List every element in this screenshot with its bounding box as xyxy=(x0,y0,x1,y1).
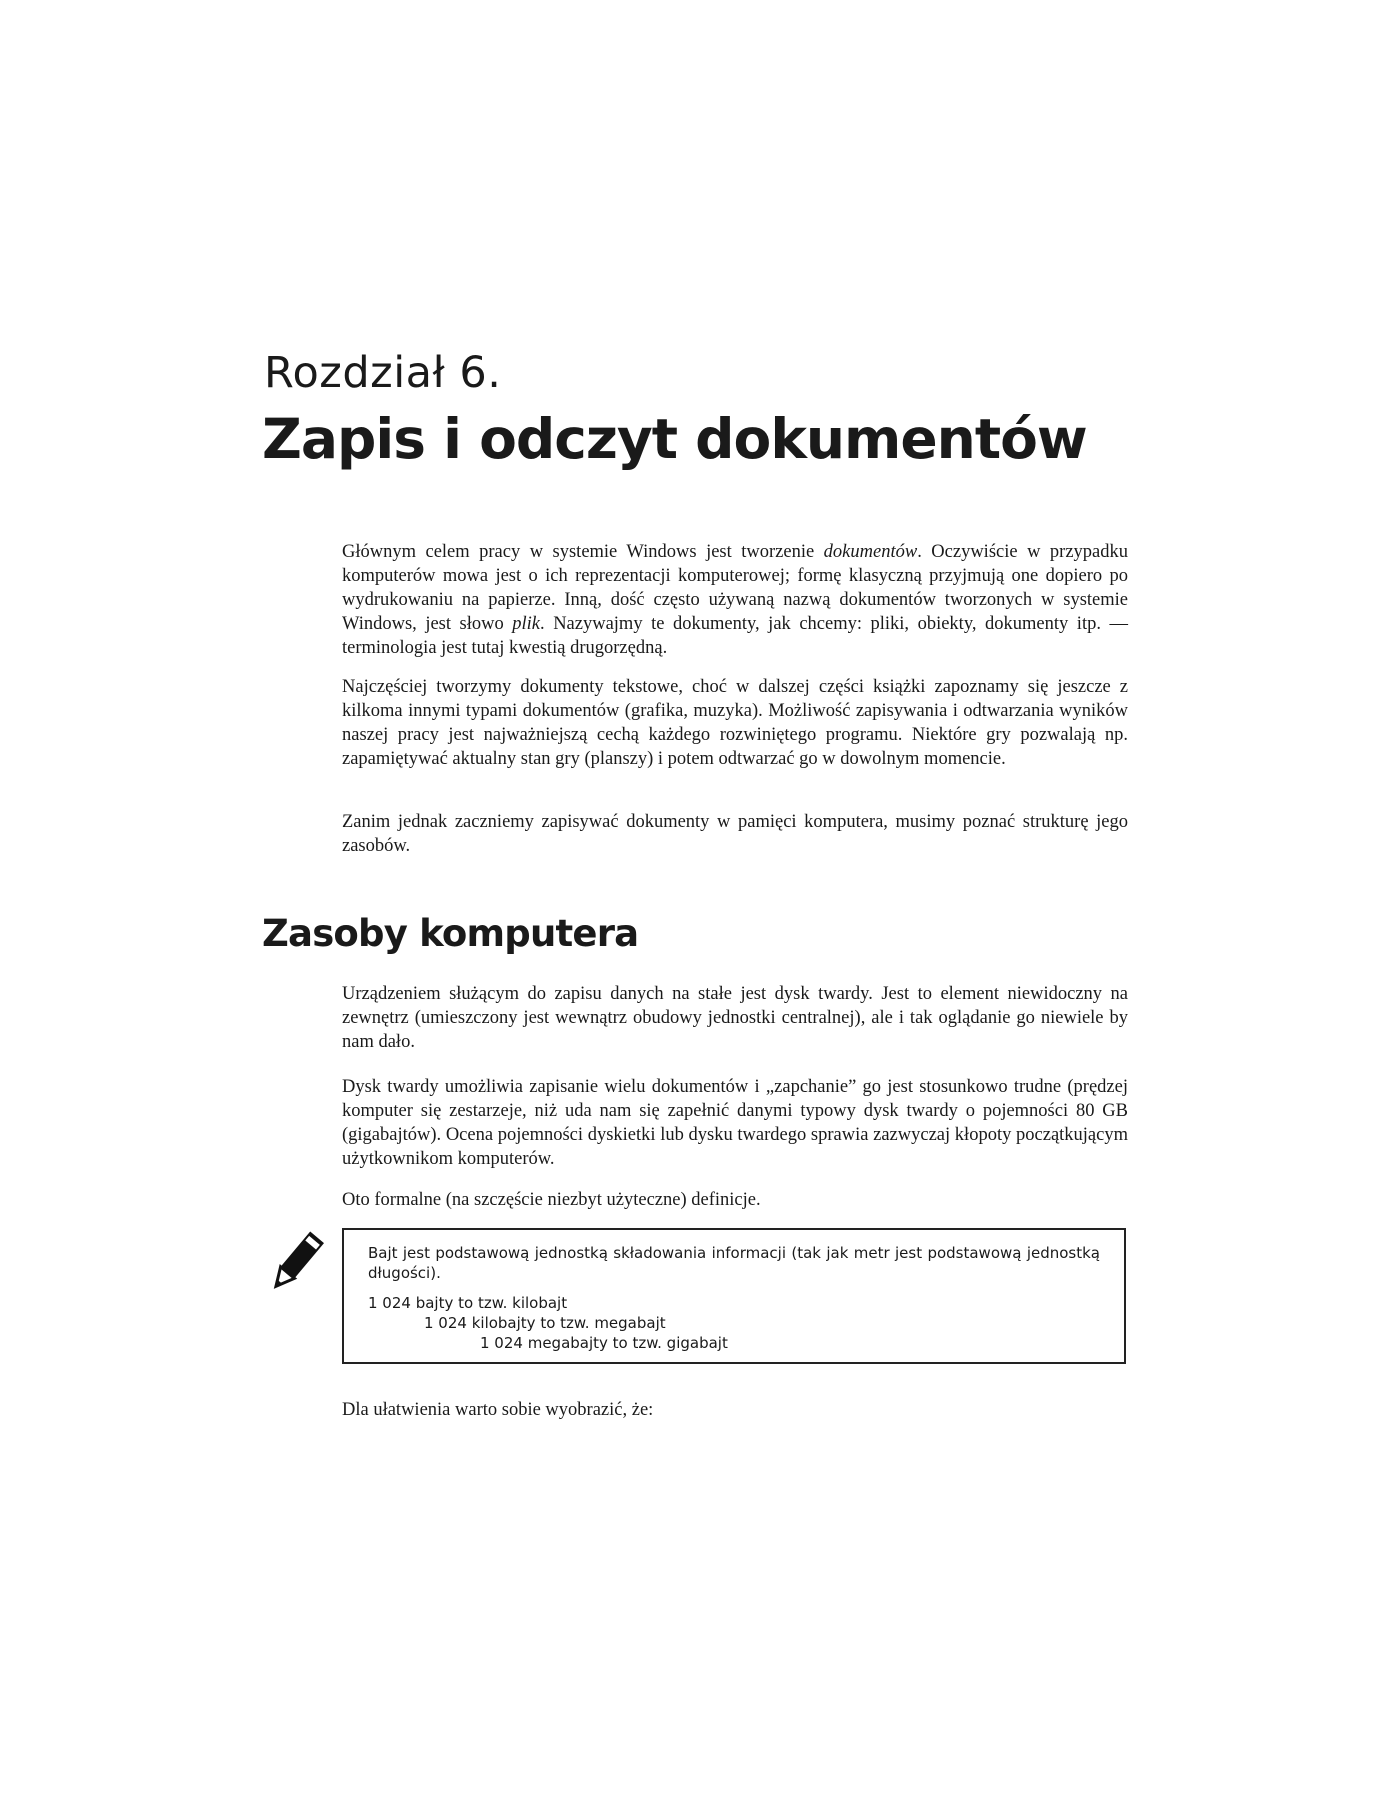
section-title: Zasoby komputera xyxy=(262,912,639,955)
chapter-label: Rozdział 6. xyxy=(264,348,502,398)
pencil-icon xyxy=(264,1228,328,1300)
note-definition-kilobajt: 1 024 bajty to tzw. kilobajt xyxy=(368,1294,568,1312)
intro-p1-text-b: . Oczywiście w przypadku komputerów mowa jest o ich reprezentacji komputerowej; formę klasyczną przyjmują one dopiero po wydrukowaniu na papierze. Inną, dość często używaną nazwą dokumentów tworzonych w systemie Windows, jest słowo xyxy=(342,542,1128,634)
intro-paragraph-1 xyxy=(342,540,1128,660)
note-box xyxy=(342,1228,1126,1364)
chapter-title: Zapis i odczyt dokumentów xyxy=(262,407,1087,471)
intro-p1-emphasis-dokumentow: dokumentów xyxy=(823,542,918,562)
section-paragraph-4: Dla ułatwienia warto sobie wyobrazić, że: xyxy=(342,1400,654,1420)
section-paragraph-3: Oto formalne (na szczęście niezbyt użyteczne) definicje. xyxy=(342,1190,761,1210)
note-definitions xyxy=(368,1293,1100,1353)
intro-p1-text-c: . Nazywajmy te dokumenty, jak chcemy: pliki, obiekty, dokumenty itp. — terminologia jest tutaj kwestią drugorzędną. xyxy=(342,614,1128,658)
section-paragraph-1: Urządzeniem służącym do zapisu danych na stałe jest dysk twardy. Jest to element niewidoczny na zewnętrz (umieszczony jest wewnątrz obudowy jednostki centralnej), ale i tak oglądanie go niewiele by nam dało. xyxy=(342,984,1128,1052)
intro-paragraph-2: Najczęściej tworzymy dokumenty tekstowe, choć w dalszej części książki zapoznamy się jeszcze z kilkoma innymi typami dokumentów (grafika, muzyka). Możliwość zapisywania i odtwarzania wyników naszej pracy jest najważniejszą cechą każdego rozwiniętego programu. Niektóre gry pozwalają np. zapamiętywać aktualny stan gry (planszy) i potem odtwarzać go w dowolnym momencie. xyxy=(342,677,1128,769)
note-text: Bajt jest podstawową jednostką składowania informacji (tak jak metr jest podstawową jednostką długości). xyxy=(368,1244,1100,1282)
note-definition-gigabajt: 1 024 megabajty to tzw. gigabajt xyxy=(480,1334,728,1352)
section-paragraph-2: Dysk twardy umożliwia zapisanie wielu dokumentów i „zapchanie” go jest stosunkowo trudne (prędzej komputer się zestarzeje, niż uda nam się zapełnić danymi typowy dysk twardy o pojemności 80 GB (gigabajtów). Ocena pojemności dyskietki lub dysku twardego sprawia zazwyczaj kłopoty początkującym użytkownikom komputerów. xyxy=(342,1077,1128,1169)
note-definition-megabajt: 1 024 kilobajty to tzw. megabajt xyxy=(424,1314,666,1332)
intro-p1-text-a: Głównym celem pracy w systemie Windows jest tworzenie xyxy=(342,542,824,562)
intro-paragraph-3: Zanim jednak zaczniemy zapisywać dokumenty w pamięci komputera, musimy poznać strukturę jego zasobów. xyxy=(342,812,1128,856)
intro-p1-emphasis-plik: plik xyxy=(512,614,541,634)
